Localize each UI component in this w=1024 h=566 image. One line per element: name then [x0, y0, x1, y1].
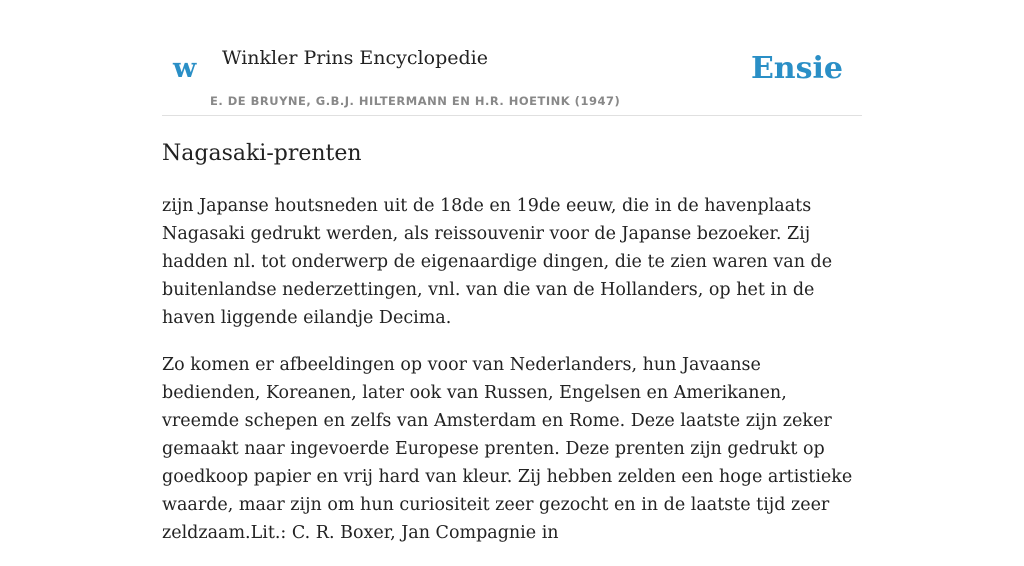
winkler-prins-logo[interactable]: w — [173, 53, 197, 84]
article-paragraph: zijn Japanse houtsneden uit de 18de en 19de eeuw, die in de havenplaats Nagasaki gedrukt werden, als reissouvenir voor de Japanse bezoeker. Zij hadden nl. tot onderwerp de eigenaardige dingen, die te zien waren van de buitenlandse nederzettingen, vnl. van die van de Hollanders, op het in de haven liggende eilandje Decima. — [162, 196, 833, 328]
authors-line: E. DE BRUYNE, G.B.J. HILTERMANN EN H.R. HOETINK (1947) — [210, 94, 621, 108]
page — [162, 0, 862, 543]
article-paragraph: Zo komen er afbeeldingen op voor van Nederlanders, hun Javaanse bedienden, Koreanen, later ook van Russen, Engelsen en Amerikanen, vreemde schepen en zelfs van Amsterdam en Rome. Deze laatste zijn zeker gemaakt naar ingevoerde Europese prenten. Deze prenten zijn gedrukt op goedkoop papier en vrij hard van kleur. Zij hebben zelden een hoge artistieke waarde, maar zijn om hun curiositeit zeer gezocht en in de laatste tijd zeer zeldzaam.Lit.: C. R. Boxer, Jan Compagnie in — [162, 355, 853, 543]
encyclopedia-title[interactable]: Winkler Prins Encyclopedie — [222, 47, 488, 69]
article-title: Nagasaki-prenten — [162, 141, 362, 166]
article-body — [162, 192, 862, 566]
encyclopedia-header — [162, 0, 862, 116]
ensie-brand-logo[interactable]: Ensie — [750, 51, 843, 86]
